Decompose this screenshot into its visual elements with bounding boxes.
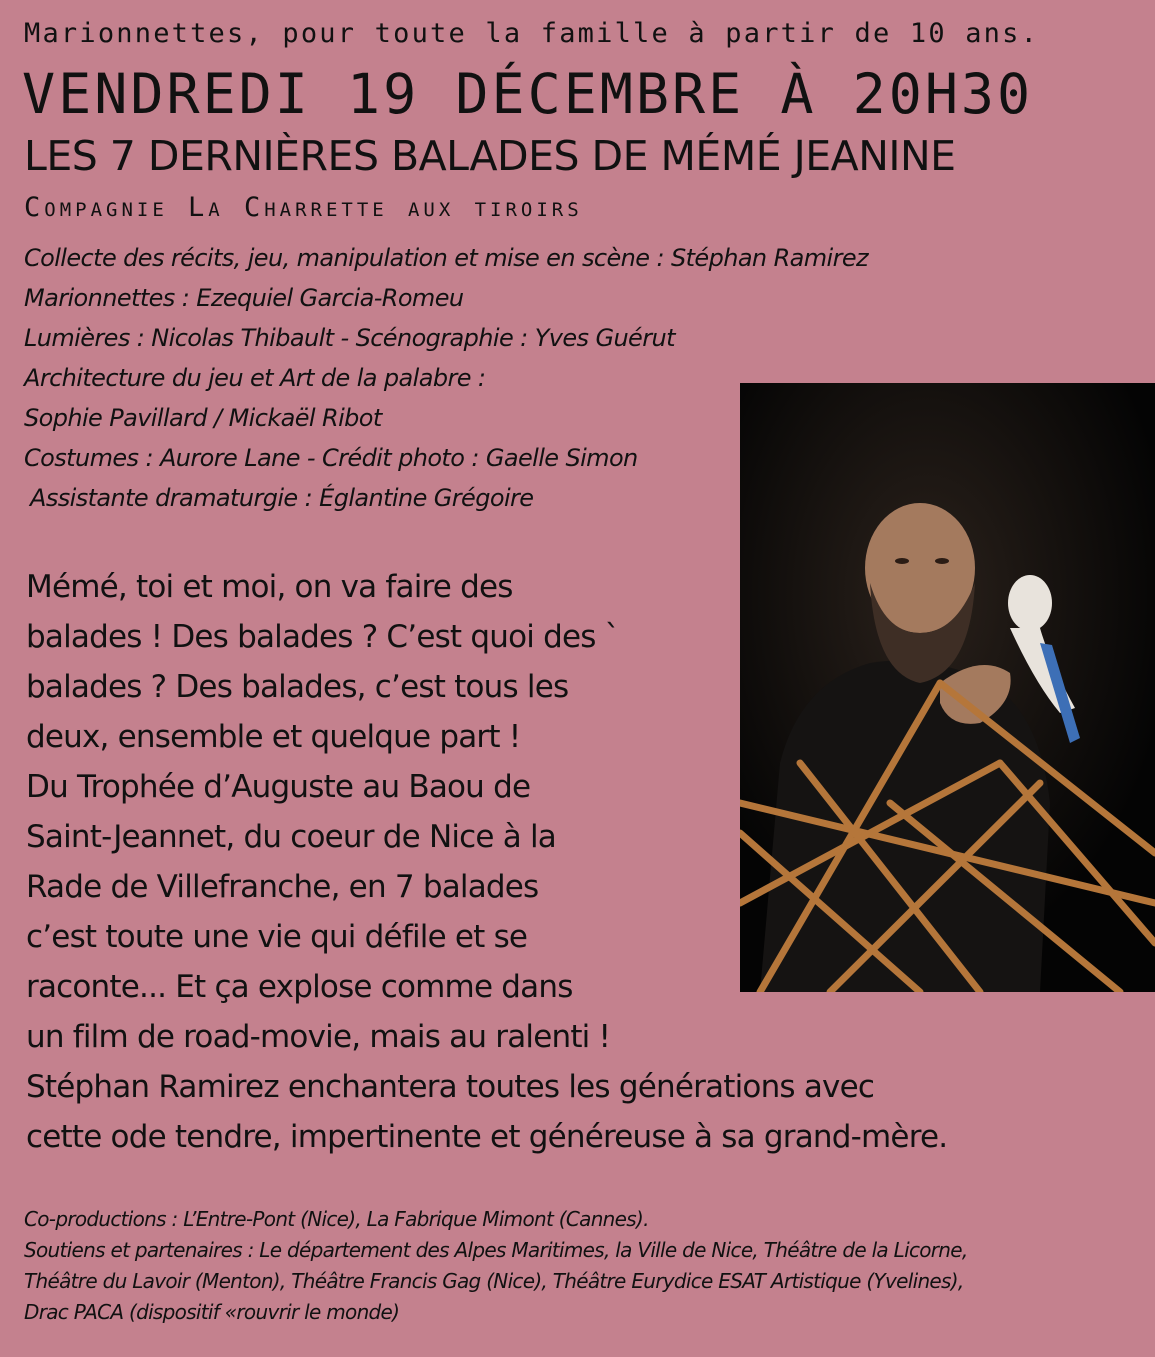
credit-line: Costumes : Aurore Lane - Crédit photo : Gaelle Simon <box>24 444 638 472</box>
description-line: Saint-Jeannet, du coeur de Nice à la <box>26 819 556 855</box>
description-line: balades ? Des balades, c’est tous les <box>26 669 569 705</box>
description-line: Stéphan Ramirez enchantera toutes les générations avec <box>26 1069 875 1105</box>
description-line: deux, ensemble et quelque part ! <box>26 719 521 755</box>
description-line: Mémé, toi et moi, on va faire des <box>26 569 513 605</box>
description-line: raconte... Et ça explose comme dans <box>26 969 573 1005</box>
credit-line: Architecture du jeu et Art de la palabre : <box>24 364 486 392</box>
footer-line: Théâtre du Lavoir (Menton), Théâtre Francis Gag (Nice), Théâtre Eurydice ESAT Artistique (Yvelines), <box>24 1269 964 1293</box>
footer-line: Drac PACA (dispositif «rouvrir le monde) <box>24 1300 400 1324</box>
credit-line: Lumières : Nicolas Thibault - Scénographie : Yves Guérut <box>24 324 675 352</box>
event-date: VENDREDI 19 DÉCEMBRE À 20H30 <box>22 62 1034 126</box>
company-name: Compagnie La Charrette aux tiroirs <box>24 192 583 223</box>
credit-line: Assistante dramaturgie : Églantine Grégoire <box>30 484 534 512</box>
description-line: Rade de Villefranche, en 7 balades <box>26 869 539 905</box>
credit-line: Sophie Pavillard / Mickaël Ribot <box>24 404 382 432</box>
footer-line: Soutiens et partenaires : Le département des Alpes Maritimes, la Ville de Nice, Théâtre de la Licorne, <box>24 1238 968 1262</box>
footer-line: Co-productions : L’Entre-Pont (Nice), La Fabrique Mimont (Cannes). <box>24 1207 649 1231</box>
credit-line: Marionnettes : Ezequiel Garcia-Romeu <box>24 284 464 312</box>
credit-line: Collecte des récits, jeu, manipulation et mise en scène : Stéphan Ramirez <box>24 244 869 272</box>
audience-line: Marionnettes, pour toute la famille à partir de 10 ans. <box>24 18 1040 49</box>
description-line: Du Trophée d’Auguste au Baou de <box>26 769 531 805</box>
description-line: un film de road-movie, mais au ralenti ! <box>26 1019 611 1055</box>
description-line: c’est toute une vie qui défile et se <box>26 919 528 955</box>
description-line: balades ! Des balades ? C’est quoi des ` <box>26 619 620 655</box>
description-block <box>26 562 947 1162</box>
description-line: cette ode tendre, impertinente et généreuse à sa grand-mère. <box>26 1119 948 1155</box>
show-title: LES 7 DERNIÈRES BALADES DE MÉMÉ JEANINE <box>24 132 956 180</box>
footer-block <box>24 1204 968 1328</box>
